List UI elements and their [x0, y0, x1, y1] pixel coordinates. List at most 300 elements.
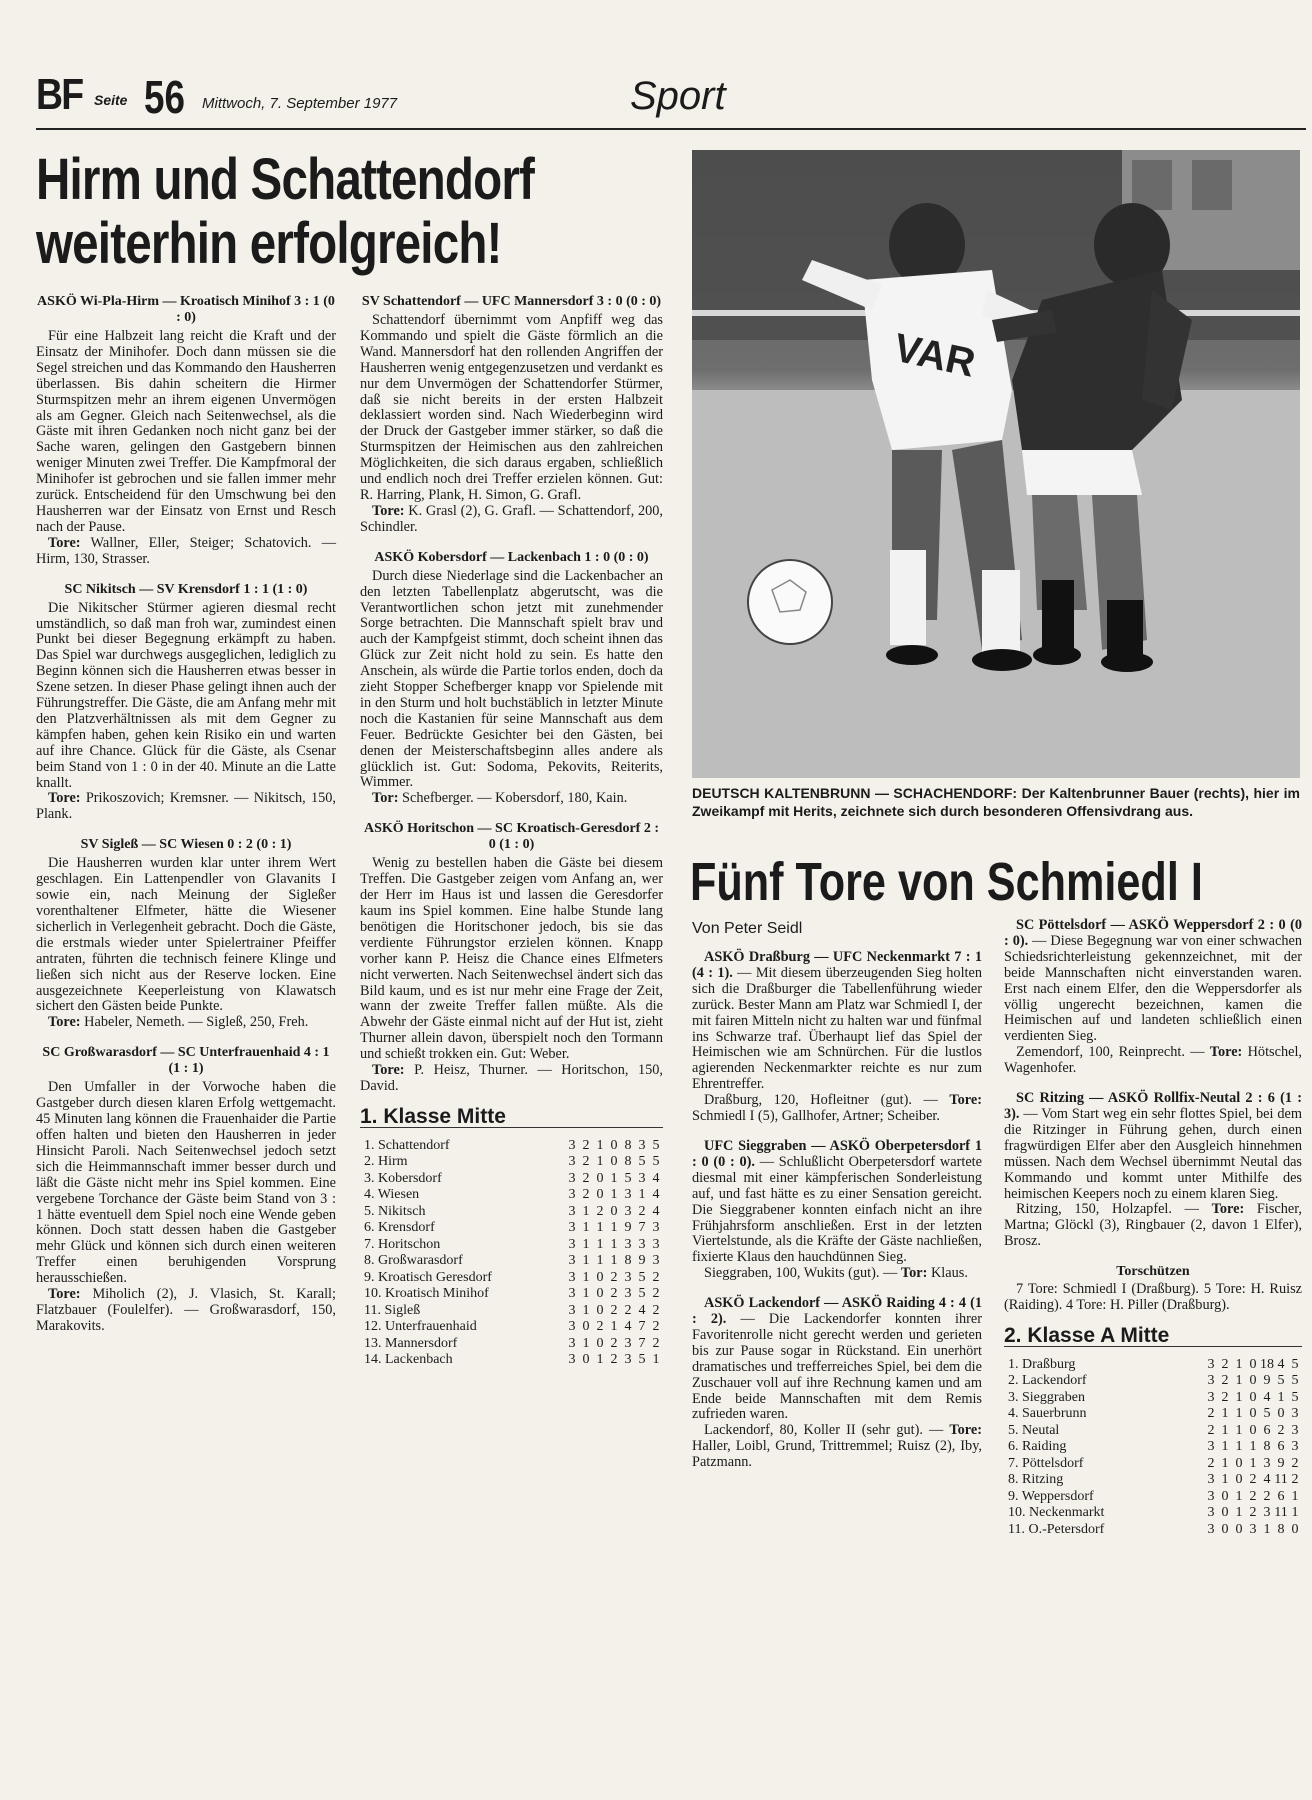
team-name: 7. Horitschon [364, 1236, 441, 1252]
article-scorers [360, 504, 663, 536]
team-name: 4. Sauerbrunn [1008, 1406, 1087, 1422]
table-cell: 1 [1235, 1389, 1243, 1405]
table-cell: 0 [582, 1352, 590, 1368]
table-cell: 3 [652, 1220, 660, 1236]
table-cell: 2 [1221, 1373, 1229, 1389]
table-cell: 2 [596, 1203, 604, 1219]
table-cell: 1 [1277, 1389, 1285, 1405]
table-cell: 8 [624, 1137, 632, 1153]
table-cell: 8 [1277, 1521, 1285, 1537]
team-name: 4. Wiesen [364, 1187, 420, 1203]
table-cell: 4 [652, 1170, 660, 1186]
team-name: 10. Neckenmarkt [1008, 1505, 1105, 1521]
scorers-label: Tore: [1211, 1201, 1245, 1218]
table-cell: 5 [1277, 1373, 1285, 1389]
report-footer [1004, 1045, 1302, 1077]
table-cell: 4 [652, 1187, 660, 1203]
article-scorers [360, 791, 663, 807]
table-cell: 3 [568, 1154, 576, 1170]
main-headline: Hirm und Schattendorf weiterhin erfolgreich! [36, 147, 535, 276]
table-cell: 2 [582, 1137, 590, 1153]
table-cell: 0 [1249, 1356, 1257, 1372]
column-2 [360, 294, 663, 1369]
report-footer [692, 1266, 982, 1282]
table-cell: 1 [610, 1236, 618, 1252]
scorers-text: Habeler, Nemeth. — Siglеß, 250, Freh. [80, 1014, 309, 1031]
table-cell: 1 [596, 1154, 604, 1170]
report-text: — Diese Begegnung war von einer schwachen Schiedsrichterleistung gekennzeichnet, mit der beide Mannschaften nicht einverstanden waren. Erst nach einem Elfer, den die Weppersdorfer als völlig ungerecht bezeichnen, kamen die Heimischen auf und landeten schließlich einen verdienten Sieg. [1004, 932, 1302, 1045]
report-venue: Ritzing, 150, Holzapfel. — [1016, 1201, 1212, 1218]
table-cell: 0 [1277, 1406, 1285, 1422]
report-venue: Lackendorf, 80, Koller II (sehr gut). — [704, 1422, 950, 1439]
article-body: Durch diese Niederlage sind die Lackenbacher an den letzten Tabellenplatz abgerutscht, was die Verantwortlichen schon jetzt mit zunehmender Sorge betrachten. Die Mannschaft spielt brav und auch der Kampfgeist stimmt, doch scheint ihnen das Glück zur Zeit nicht hold zu sein. Es hatte den Anschein, als würde die Partie torlos enden, doch da zieht Stopper Schefberger knapp vor Spielende mit in den Sturm und holt buchstäblich in letzter Minute noch die Kastanien für seine Mannschaft aus dem Feuer. Bedrückte Gesichter bei den Gästen, bei denen der Meisterschaftsbeginn alles andere als glücklich ist. Gut: Sodoma, Pekovits, Reiterits, Wimmer. [360, 567, 663, 791]
table-cell: 1 [596, 1253, 604, 1269]
table-cell: 2 [652, 1269, 660, 1285]
issue-date: Mittwoch, 7. September 1977 [202, 95, 398, 112]
page-number: 56 [144, 71, 185, 123]
second-headline: Fünf Tore von Schmiedl I [690, 852, 1203, 912]
team-name: 10. Kroatisch Minihof [364, 1286, 489, 1302]
table-cell: 2 [1249, 1505, 1257, 1521]
table-cell: 2 [610, 1302, 618, 1318]
article [36, 1045, 336, 1335]
table-cell: 5 [1291, 1356, 1299, 1372]
table-cell: 3 [568, 1352, 576, 1368]
scorers-label: Tore: [1209, 1044, 1243, 1061]
table-cell: 3 [638, 1236, 646, 1252]
scorers-text: Fischer, Martna; Glöckl (3), Ringbauer (2, davon 1 Elfer), Brosz. [1004, 1201, 1302, 1250]
table-cell: 1 [596, 1352, 604, 1368]
scorers-text: Klaus. [927, 1265, 968, 1282]
article-heading: ASKÖ Horitschon — SC Kroatisch-Geresdorf 2 : 0 (1 : 0) [363, 821, 660, 853]
table-cell: 5 [638, 1286, 646, 1302]
table-cell: 3 [568, 1286, 576, 1302]
table-row [360, 1138, 663, 1155]
table-cell: 1 [610, 1187, 618, 1203]
table-cell: 3 [568, 1302, 576, 1318]
table-cell: 3 [1207, 1521, 1215, 1537]
table-cell: 0 [1235, 1521, 1243, 1537]
scorers-label: Tore: [48, 1286, 81, 1303]
table-cell: 1 [610, 1253, 618, 1269]
table-cell: 1 [1221, 1422, 1229, 1438]
table-cell: 0 [1221, 1505, 1229, 1521]
table-cell: 1 [610, 1220, 618, 1236]
table-cell: 3 [568, 1170, 576, 1186]
table-cell: 11 [1274, 1472, 1288, 1488]
team-name: 8. Ritzing [1008, 1472, 1064, 1488]
team-name: 11. Siglеß [364, 1302, 421, 1318]
table-cell: 1 [1291, 1505, 1299, 1521]
table-cell: 0 [596, 1302, 604, 1318]
report-body [692, 950, 982, 1093]
report-lead: SC Pöttelsdorf — ASKÖ Weppersdorf 2 : 0 (0 : 0). [1004, 917, 1302, 949]
article [360, 821, 663, 1095]
table-cell: 3 [1207, 1439, 1215, 1455]
table-cell: 6 [1277, 1439, 1285, 1455]
article-scorers [36, 536, 336, 568]
table-cell: 5 [652, 1137, 660, 1153]
table-cell: 1 [1249, 1455, 1257, 1471]
table-cell: 3 [1291, 1439, 1299, 1455]
table-cell: 7 [638, 1319, 646, 1335]
table-cell: 2 [652, 1302, 660, 1318]
table-row [1004, 1439, 1302, 1456]
table-cell: 9 [1263, 1373, 1271, 1389]
table-row [360, 1319, 663, 1336]
scorers-text: Hötschel, Wagenhofer. [1004, 1044, 1302, 1077]
table-cell: 1 [1291, 1488, 1299, 1504]
table-cell: 1 [1235, 1505, 1243, 1521]
table-cell: 2 [652, 1286, 660, 1302]
section-title: Sport [630, 74, 726, 118]
table-cell: 0 [596, 1187, 604, 1203]
table-row [1004, 1456, 1302, 1473]
table-cell: 5 [652, 1154, 660, 1170]
table-cell: 3 [1207, 1389, 1215, 1405]
team-name: 6. Krensdorf [364, 1220, 435, 1236]
table-cell: 18 [1260, 1356, 1274, 1372]
match-report [692, 1296, 982, 1471]
article [36, 582, 336, 824]
table-cell: 1 [1221, 1455, 1229, 1471]
table-cell: 8 [1263, 1439, 1271, 1455]
article-scorers [36, 1015, 336, 1031]
table-cell: 0 [1221, 1488, 1229, 1504]
table-cell: 0 [1221, 1521, 1229, 1537]
table-cell: 1 [582, 1236, 590, 1252]
match-report [692, 950, 982, 1125]
report-venue: Draßburg, 120, Hofleitner (gut). — [704, 1092, 950, 1109]
table-row [360, 1303, 663, 1320]
match-photo [692, 150, 1300, 778]
article-heading: SC Großwarasdorf — SC Unterfrauenhaid 4 : 1 (1 : 1) [42, 1045, 330, 1077]
table-row [1004, 1373, 1302, 1390]
table-cell: 2 [1207, 1406, 1215, 1422]
report-text: — Die Lackendorfer konnten ihrer Favoritenrolle nicht gerecht werden und gerieten bis zur Pause sogar in Rückstand. Ein unerhört dramatisches und trefferreiches Spiel, bei dem die Zuschauer voll auf ihre Rechnung kamen und am Ende beide Mannschaften mit dem Remis zufrieden waren. [692, 1311, 982, 1423]
table-cell: 2 [610, 1286, 618, 1302]
scorers-heading: Torschützen [1116, 1264, 1190, 1280]
table-cell: 0 [582, 1319, 590, 1335]
byline: Von Peter Seidl [692, 920, 803, 937]
report-body [692, 1139, 982, 1266]
table-cell: 1 [1221, 1439, 1229, 1455]
report-body [1004, 918, 1302, 1045]
table-cell: 2 [1221, 1389, 1229, 1405]
table-cell: 8 [624, 1154, 632, 1170]
article-scorers [36, 791, 336, 823]
table-cell: 1 [1221, 1406, 1229, 1422]
scorers-label: Tore: [48, 790, 81, 807]
table-cell: 2 [1249, 1472, 1257, 1488]
table-row [360, 1204, 663, 1221]
table-cell: 1 [610, 1319, 618, 1335]
table-cell: 1 [1235, 1439, 1243, 1455]
table-cell: 9 [624, 1220, 632, 1236]
article-heading: SV Siglеß — SC Wiesen 0 : 2 (0 : 1) [80, 837, 292, 853]
scorers-text: Schmiedl I (5), Gallhofer, Artner; Scheiber. [692, 1108, 940, 1125]
report-footer [692, 1093, 982, 1125]
league-table-2 [1004, 1357, 1302, 1539]
table-cell: 2 [1207, 1455, 1215, 1471]
table-cell: 3 [1291, 1406, 1299, 1422]
table-cell: 4 [624, 1319, 632, 1335]
table-cell: 1 [652, 1352, 660, 1368]
table-cell: 0 [596, 1170, 604, 1186]
match-report [1004, 918, 1302, 1077]
table-cell: 2 [582, 1187, 590, 1203]
league-table-2-title: 2. Klasse A Mitte [1004, 1328, 1302, 1347]
scorers-text: P. Heisz, Thurner. — Horitschon, 150, David. [360, 1062, 663, 1094]
team-name: 5. Neutal [1008, 1422, 1060, 1438]
table-cell: 1 [638, 1187, 646, 1203]
table-cell: 3 [1207, 1505, 1215, 1521]
table-cell: 1 [1263, 1521, 1271, 1537]
team-name: 9. Weppersdorf [1008, 1488, 1094, 1504]
table-cell: 1 [582, 1302, 590, 1318]
table-cell: 7 [638, 1335, 646, 1351]
table-cell: 5 [638, 1352, 646, 1368]
team-name: 13. Mannersdorf [364, 1335, 458, 1351]
table-cell: 3 [1207, 1356, 1215, 1372]
svg-text:VAR: VAR [890, 325, 979, 386]
article [360, 294, 663, 536]
scorers-text: Miholich (2), J. Vlasich, St. Karall; Flatzbauer (Foulelfer). — Großwarasdorf, 150, Marakovits. [36, 1286, 336, 1334]
table-cell: 3 [1291, 1422, 1299, 1438]
scorers-label: Tore: [48, 534, 81, 551]
table-cell: 0 [610, 1203, 618, 1219]
table-cell: 8 [624, 1253, 632, 1269]
match-report [692, 1139, 982, 1282]
table-cell: 4 [1277, 1356, 1285, 1372]
table-cell: 2 [638, 1203, 646, 1219]
table-cell: 0 [596, 1269, 604, 1285]
table-cell: 3 [568, 1253, 576, 1269]
report-text: — Vom Start weg ein sehr flottes Spiel, bei dem die Ritzinger in Führung gehen, durch einen fragwürdigen Elfer aber den Ausgleich hinnehmen müssen. Nach dem Wechsel übernimmt Neutal das Kommando und kommt unter Mithilfe des heimischen Keepers noch zu einem klaren Sieg. [1004, 1105, 1302, 1202]
scorers-label: Tore: [372, 502, 405, 519]
table-row [360, 1270, 663, 1287]
table-cell: 4 [652, 1203, 660, 1219]
page-label: Seite [94, 92, 128, 108]
article-body: Schattendorf übernimmt vom Anpfiff weg das Kommando und spielt die Gäste förmlich an die Wand. Mannersdorf hat den rollenden Angriffen der Hausherren wenig entgegenzusetzen und verdankt es nur dem Unvermögen der Schattendorfer Stürmer, daß sie nicht bereits in der ersten Halbzeit deklassiert worden sind. Nach Wiederbeginn wird der Druck der Gastgeber immer stärker, so daß die Sturmspitzen der Heimischen aus den zahlreichen Möglichkeiten, die sich daraus ergaben, schließlich und endlich noch drei Treffer erzielen können. Gut: R. Harring, Plank, H. Simon, G. Grafl. [360, 312, 663, 503]
article [36, 294, 336, 568]
article-body: Die Nikitscher Stürmer agieren diesmal recht umständlich, so daß man froh war, zumindest einen Punkt bei dieser Begegnung erkämpft zu haben. Das Spiel war durchwegs ausgeglichen, lediglich zu Beginn können sich die Hausherren etwas besser in Szene setzen. In dieser Phase gelingt ihnen auch der Führungstreffer. Die Gäste, die am Anfang mehr mit den Platzverhältnissen als mit dem Gegner zu kämpfen haben, gehen kein Risiko ein und warten auf ihre Chance. Glück für die Gäste, als Csenar beim Stand von 1 : 0 in der 40. Minute an die Latte knallt. [36, 599, 336, 791]
table-cell: 5 [624, 1170, 632, 1186]
article-body: Die Hausherren wurden klar unter ihrem Wert geschlagen. Ein Lattenpendler von Glavanits I sowie ein, nach Meinung der Siglеßer vorenthaltener Elfmeter, hätte die Wiesener sicherlich in Verlegenheit gebracht. Doch die Gäste, die erstmals wieder unter Spielertrainer Pfeiffer antraten, führten die technisch feinere Klinge und ließen sich nicht aus der Reserve locken. Eine ausgezeichnete Keeperleistung von Klawatsch sichert den Gästen beide Punkte. [36, 855, 336, 1015]
table-cell: 0 [610, 1137, 618, 1153]
table-cell: 2 [1249, 1488, 1257, 1504]
report-footer [692, 1423, 982, 1471]
table-row [1004, 1522, 1302, 1539]
article-heading: ASKÖ Kobersdorf — Lackenbach 1 : 0 (0 : 0) [374, 549, 649, 565]
table-cell: 9 [638, 1253, 646, 1269]
table-cell: 2 [652, 1319, 660, 1335]
photo-caption: DEUTSCH KALTENBRUNN — SCHACHENDORF: Der Kaltenbrunner Bauer (rechts), hier im Zweikampf mit Herits, zeichnete sich durch besonderen Offensivdrang aus. [692, 785, 1300, 819]
table-cell: 3 [1263, 1455, 1271, 1471]
table-cell: 1 [582, 1335, 590, 1351]
column-3 [692, 950, 982, 1485]
table-cell: 2 [652, 1335, 660, 1351]
table-cell: 3 [568, 1220, 576, 1236]
table-row [360, 1154, 663, 1171]
team-name: 7. Pöttelsdorf [1008, 1455, 1084, 1471]
table-cell: 9 [1277, 1455, 1285, 1471]
report-footer [1004, 1202, 1302, 1250]
table-cell: 1 [596, 1236, 604, 1252]
table-cell: 5 [1291, 1373, 1299, 1389]
table-cell: 3 [1263, 1505, 1271, 1521]
table-cell: 1 [1249, 1439, 1257, 1455]
table-cell: 3 [652, 1253, 660, 1269]
table-row [360, 1286, 663, 1303]
team-name: 1. Draßburg [1008, 1356, 1076, 1372]
table-row [360, 1253, 663, 1270]
table-cell: 0 [1249, 1389, 1257, 1405]
table-cell: 1 [582, 1286, 590, 1302]
table-cell: 1 [582, 1203, 590, 1219]
report-lead: ASKÖ Draßburg — UFC Neckenmarkt 7 : 1 (4 : 1). [692, 949, 982, 981]
masthead [36, 70, 1306, 130]
article [360, 550, 663, 808]
table-cell: 5 [638, 1154, 646, 1170]
column-4 [1004, 918, 1302, 1538]
table-row [360, 1171, 663, 1188]
table-cell: 3 [568, 1187, 576, 1203]
table-cell: 4 [1263, 1472, 1271, 1488]
table-cell: 1 [1235, 1356, 1243, 1372]
table-row [1004, 1406, 1302, 1423]
article-heading: SC Nikitsch — SV Krensdorf 1 : 1 (1 : 0) [64, 581, 308, 597]
table-row [360, 1220, 663, 1237]
team-name: 14. Lackenbach [364, 1352, 453, 1368]
report-venue: Zemendorf, 100, Reinprecht. — [1016, 1044, 1210, 1061]
article-heading: ASKÖ Wi-Pla-Hirm — Kroatisch Minihof 3 : 1 (0 : 0) [37, 294, 335, 325]
report-text: — Schlußlicht Oberpetersdorf wartete diesmal mit einer kämpferischen Sonderleistung auf, und fast hätte es zu einer Sensation gereicht. Die Sieggrabener konnten einfach nicht an ihre Frühjahrsform anschließen. Erst in der letzten Viertelstunde, als die Kräfte der Gäste nachließen, fixierte Klaus den hauchdünnen Sieg. [692, 1153, 982, 1266]
article-heading: SV Schattendorf — UFC Mannersdorf 3 : 0 (0 : 0) [361, 294, 662, 309]
table-cell: 3 [624, 1335, 632, 1351]
table-cell: 3 [568, 1335, 576, 1351]
table-cell: 2 [610, 1352, 618, 1368]
table-cell: 5 [638, 1269, 646, 1285]
table-cell: 3 [568, 1319, 576, 1335]
article-scorers [360, 1063, 663, 1095]
table-cell: 0 [1291, 1521, 1299, 1537]
table-row [360, 1237, 663, 1254]
table-cell: 3 [1207, 1472, 1215, 1488]
table-cell: 2 [582, 1170, 590, 1186]
table-cell: 3 [568, 1137, 576, 1153]
table-cell: 2 [1221, 1356, 1229, 1372]
table-row [360, 1352, 663, 1369]
scorers-text: K. Grasl (2), G. Grafl. — Schattendorf, 200, Schindler. [360, 502, 663, 535]
table-cell: 0 [596, 1335, 604, 1351]
table-cell: 0 [1235, 1455, 1243, 1471]
table-cell: 0 [1235, 1472, 1243, 1488]
report-lead: SC Ritzing — ASKÖ Rollfix-Neutal 2 : 6 (1 : 3). [1004, 1090, 1302, 1122]
table-cell: 4 [1263, 1389, 1271, 1405]
table-cell: 0 [1249, 1406, 1257, 1422]
table-cell: 1 [596, 1137, 604, 1153]
team-name: 9. Kroatisch Geresdorf [364, 1269, 492, 1285]
table-row [1004, 1489, 1302, 1506]
table-cell: 2 [1291, 1472, 1299, 1488]
table-cell: 3 [568, 1236, 576, 1252]
scorers-text: Schefberger. — Kobersdorf, 180, Kain. [398, 790, 628, 807]
table-cell: 2 [610, 1269, 618, 1285]
table-cell: 1 [1235, 1406, 1243, 1422]
table-cell: 3 [652, 1236, 660, 1252]
scorers-text: Haller, Loibl, Grund, Trittremmel; Ruisz (2), Iby, Patzmann. [692, 1438, 982, 1471]
table-row [1004, 1390, 1302, 1407]
team-name: 6. Raiding [1008, 1439, 1067, 1455]
scorers-label: Tor: [900, 1265, 928, 1282]
table-cell: 3 [638, 1137, 646, 1153]
match-report [1004, 1091, 1302, 1250]
table-cell: 6 [1277, 1488, 1285, 1504]
article-body: Den Umfaller in der Vorwoche haben die Gastgeber durch diesen klaren Erfolg wettgemacht. 45 Minuten lang können die Frauenhaider die Partie offen halten und bieten den Hausherren in jeder Hinsicht Paroli. Nach Seitenwechsel jedoch setzt sich die Heimmannschaft immer besser durch und läßt die Gäste nicht mehr ins Spiel kommen. Eine vergebene Torchance der Gäste beim Stand von 3 : 1 hätte eventuell dem Spiel noch eine Wende geben können. Doch statt dessen haben die Gastgeber mehr Glück und können sich durch einen weiteren Treffer einen beruhigenden Vorsprung herausschießen. [36, 1079, 336, 1287]
table-cell: 1 [610, 1170, 618, 1186]
table-cell: 0 [1249, 1422, 1257, 1438]
team-name: 11. O.-Petersdorf [1008, 1521, 1105, 1537]
table-cell: 4 [638, 1302, 646, 1318]
league-table-1 [360, 1138, 663, 1369]
report-body [692, 1296, 982, 1423]
report-body [1004, 1091, 1302, 1202]
table-cell: 1 [596, 1220, 604, 1236]
scorers-label: Tor: [372, 790, 399, 807]
table-cell: 3 [638, 1170, 646, 1186]
table-cell: 3 [624, 1236, 632, 1252]
table-cell: 1 [582, 1253, 590, 1269]
article-body: Für eine Halbzeit lang reicht die Kraft und der Einsatz der Minihofer. Doch dann müssen sie die Segel streichen und das Kommando den Hausherren überlassen. Bis dahin scheitern die Hirmer Sturmspitzen mehr an ihrem eigenen Unvermögen als am Gegner. Gleich nach Seitenwechsel, als die Gäste mit ihren Gedanken noch nicht ganz bei der Sache waren, gelingen den Gastgebern binnen weniger Minuten zwei Treffer. Die Kampfmoral der Minihofer ist gebrochen und sie fallen immer mehr zurück. Entscheidend für den Umschwung bei den Hausherren war der Einsatz von Ernst und Resch nach der Pause. [36, 328, 336, 535]
table-cell: 1 [582, 1269, 590, 1285]
report-lead: UFC Sieggraben — ASKÖ Oberpetersdorf 1 : 0 (0 : 0). [692, 1137, 982, 1170]
team-name: 3. Sieggraben [1008, 1389, 1085, 1405]
table-cell: 2 [624, 1302, 632, 1318]
table-cell: 2 [1277, 1422, 1285, 1438]
team-name: 5. Nikitsch [364, 1203, 426, 1219]
scorers-label: Tore: [949, 1422, 982, 1439]
column-1 [36, 294, 336, 1349]
report-venue: Sieggraben, 100, Wukits (gut). — [704, 1265, 901, 1282]
table-row [1004, 1357, 1302, 1374]
team-name: 3. Kobersdorf [364, 1170, 442, 1186]
table-cell: 6 [1263, 1422, 1271, 1438]
article [36, 837, 336, 1031]
table-cell: 1 [1235, 1422, 1243, 1438]
article-body: Wenig zu bestellen haben die Gäste bei diesem Treffen. Die Gastgeber zeigen vom Anfang an, wer der Herr im Haus ist und lassen die Geresdorfer kaum ins Spiel kommen. Eine halbe Stunde lang benötigen die Horitschoner jedoch, bis sie das verdiente Führungstor erzielen können. Knapp vorher kann P. Heisz die Chance eines Elfmeters nicht verwerten. Nach Seitenwechsel ändert sich das Bild kaum, und es ist nur mehr eine Frage der Zeit, wann der zweite Treffer fallen müßte. Als die Abwehr der Gäste einmal nicht auf der Hut ist, zieht Thurner allein davon, überspielt noch den Tormann und schießt trokken ein. Gut: Weber. [360, 855, 663, 1063]
scorers-text: Prikoszovich; Kremsner. — Nikitsch, 150, Plank. [36, 790, 336, 823]
spacer [1004, 1314, 1302, 1322]
table-cell: 2 [610, 1335, 618, 1351]
table-cell: 3 [624, 1203, 632, 1219]
table-row [1004, 1423, 1302, 1440]
table-cell: 1 [582, 1220, 590, 1236]
table-cell: 0 [596, 1286, 604, 1302]
scorers-text: Wallner, Eller, Steiger; Schatovich. — Hirm, 130, Strasser. [36, 534, 336, 567]
team-name: 8. Großwarasdorf [364, 1253, 463, 1269]
table-cell: 3 [624, 1286, 632, 1302]
table-cell: 3 [1207, 1373, 1215, 1389]
table-cell: 2 [596, 1319, 604, 1335]
masthead-logo: BF [36, 70, 83, 119]
report-lead: ASKÖ Lackendorf — ASKÖ Raiding 4 : 4 (1 : 2). [692, 1295, 982, 1328]
team-name: 1. Schattendorf [364, 1137, 450, 1153]
table-row [1004, 1472, 1302, 1489]
league-table-1-title: 1. Klasse Mitte [360, 1109, 663, 1128]
team-name: 12. Unterfrauenhaid [364, 1319, 477, 1335]
table-row [360, 1336, 663, 1353]
